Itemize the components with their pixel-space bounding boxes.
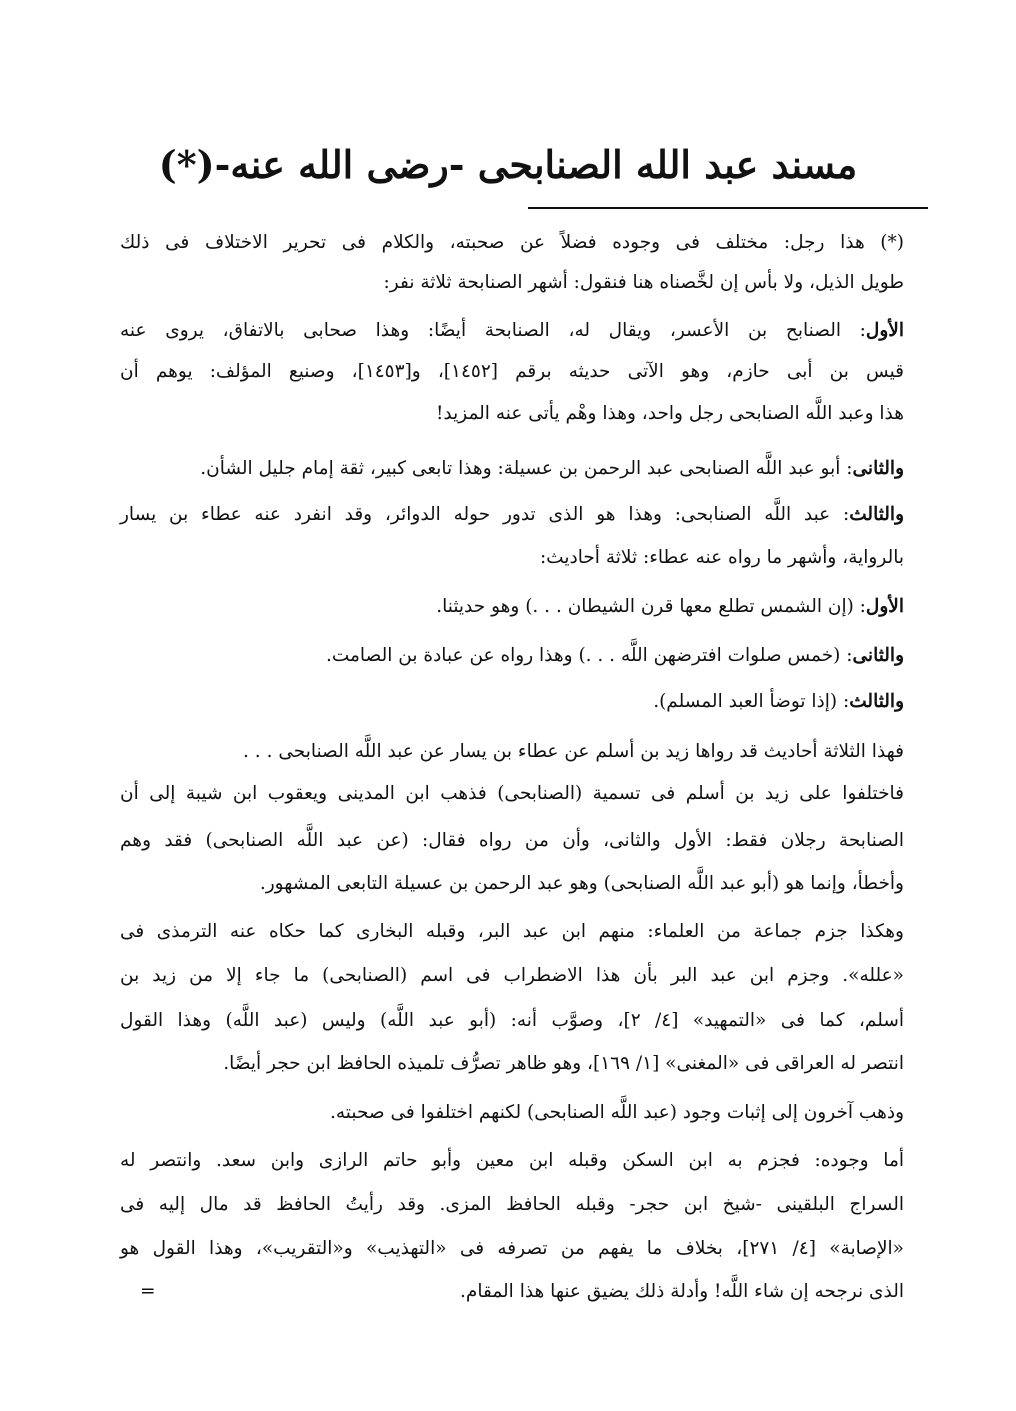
footnote-line: والثالث: عبد اللَّه الصنابحى: وهذا هو الذى تدور حوله الدوائر، وقد انفرد عنه عطاء بن يسار xyxy=(120,504,904,525)
footnote-line: قيس بن أبى حازم، وهو الآتى حديثه برقم [١٤٥٢]، و[١٤٥٣]، وصنيع المؤلف: يوهم أن xyxy=(120,361,904,382)
footnote-separator xyxy=(528,207,928,209)
footnote-line: الأول: الصنابح بن الأعسر، ويقال له، الصنابحة أيضًا: وهذا صحابى بالاتفاق، يروى عنه xyxy=(120,320,904,341)
footnote-line: فهذا الثلاثة أحاديث قد رواها زيد بن أسلم عن عطاء بن يسار عن عبد اللَّه الصنابحى . . . xyxy=(243,741,904,762)
footnote-line: الأول: (إن الشمس تطلع معها قرن الشيطان . . .) وهو حديثنا. xyxy=(436,596,904,617)
footnote-line: وهكذا جزم جماعة من العلماء: منهم ابن عبد البر، وقبله البخارى كما حكاه عنه الترمذى فى xyxy=(120,921,904,942)
footnote-line: الذى نرجحه إن شاء اللَّه! وأدلة ذلك يضيق عنها هذا المقام. xyxy=(460,1281,904,1302)
footnote-line: هذا وعبد اللَّه الصنابحى رجل واحد، وهذا وهْم يأتى عنه المزيد! xyxy=(435,403,904,424)
footnote-line: وذهب آخرون إلى إثبات وجود (عبد اللَّه الصنابحى) لكنهم اختلفوا فى صحبته. xyxy=(330,1102,904,1123)
footnote-line: طويل الذيل، ولا بأس إن لخَّصناه هنا فنقول: أشهر الصنابحة ثلاثة نفر: xyxy=(383,272,904,293)
footnote-line: وأخطأ، وإنما هو (أبو عبد اللَّه الصنابحى) وهو عبد الرحمن بن عسيلة التابعى المشهور. xyxy=(259,873,904,894)
continuation-mark: = xyxy=(140,1281,156,1302)
footnote-line: «الإصابة» [٤/ ٢٧١]، بخلاف ما يفهم من تصرفه فى «التهذيب» و«التقريب»، وهذا القول هو xyxy=(120,1238,904,1259)
footnote-line: والثانى: أبو عبد اللَّه الصنابحى عبد الرحمن بن عسيلة: وهذا تابعى كبير، ثقة إمام جليل الشأن. xyxy=(200,458,904,479)
footnote-line: انتصر له العراقى فى «المغنى» [١/ ١٦٩]، وهو ظاهر تصرُّف تلميذه الحافظ ابن حجر أيضًا. xyxy=(223,1053,904,1074)
footnote-line: بالرواية، وأشهر ما رواه عنه عطاء: ثلاثة أحاديث: xyxy=(539,547,904,568)
footnote-line: أسلم، كما فى «التمهيد» [٤/ ٢]، وصوَّب أنه: (أبو عبد اللَّه) وليس (عبد اللَّه) وهذا القول xyxy=(120,1010,904,1031)
footnote-line: الصنابحة رجلان فقط: الأول والثانى، وأن من رواه فقال: (عن عبد اللَّه الصنابحى) فقد وهم xyxy=(120,830,904,851)
footnote-line: (*) هذا رجل: مختلف فى وجوده فضلاً عن صحبته، والكلام فى تحرير الاختلاف فى ذلك xyxy=(120,232,904,253)
footnote-line: فاختلفوا على زيد بن أسلم فى تسمية (الصنابحى) فذهب ابن المدينى ويعقوب ابن شيبة إلى أن xyxy=(120,783,904,804)
footnote-line: أما وجوده: فجزم به ابن السكن وقبله ابن معين وأبو حاتم الرازى وابن سعد. وانتصر له xyxy=(120,1150,904,1171)
footnote-line: والثالث: (إذا توضأ العبد المسلم). xyxy=(653,691,904,712)
footnote-line: «علله». وجزم ابن عبد البر بأن هذا الاضطراب فى اسم (الصنابحى) ما جاء إلا من زيد بن xyxy=(120,965,904,986)
footnote-line: السراج البلقينى -شيخ ابن حجر- وقبله الحافظ المزى. وقد رأيتُ الحافظ قد مال إليه فى xyxy=(120,1194,904,1215)
footnote-line: والثانى: (خمس صلوات افترضهن اللَّه . . .) وهذا رواه عن عبادة بن الصامت. xyxy=(325,645,904,666)
page-title: مسند عبد الله الصنابحى -رضى الله عنه-(*) xyxy=(158,142,858,187)
